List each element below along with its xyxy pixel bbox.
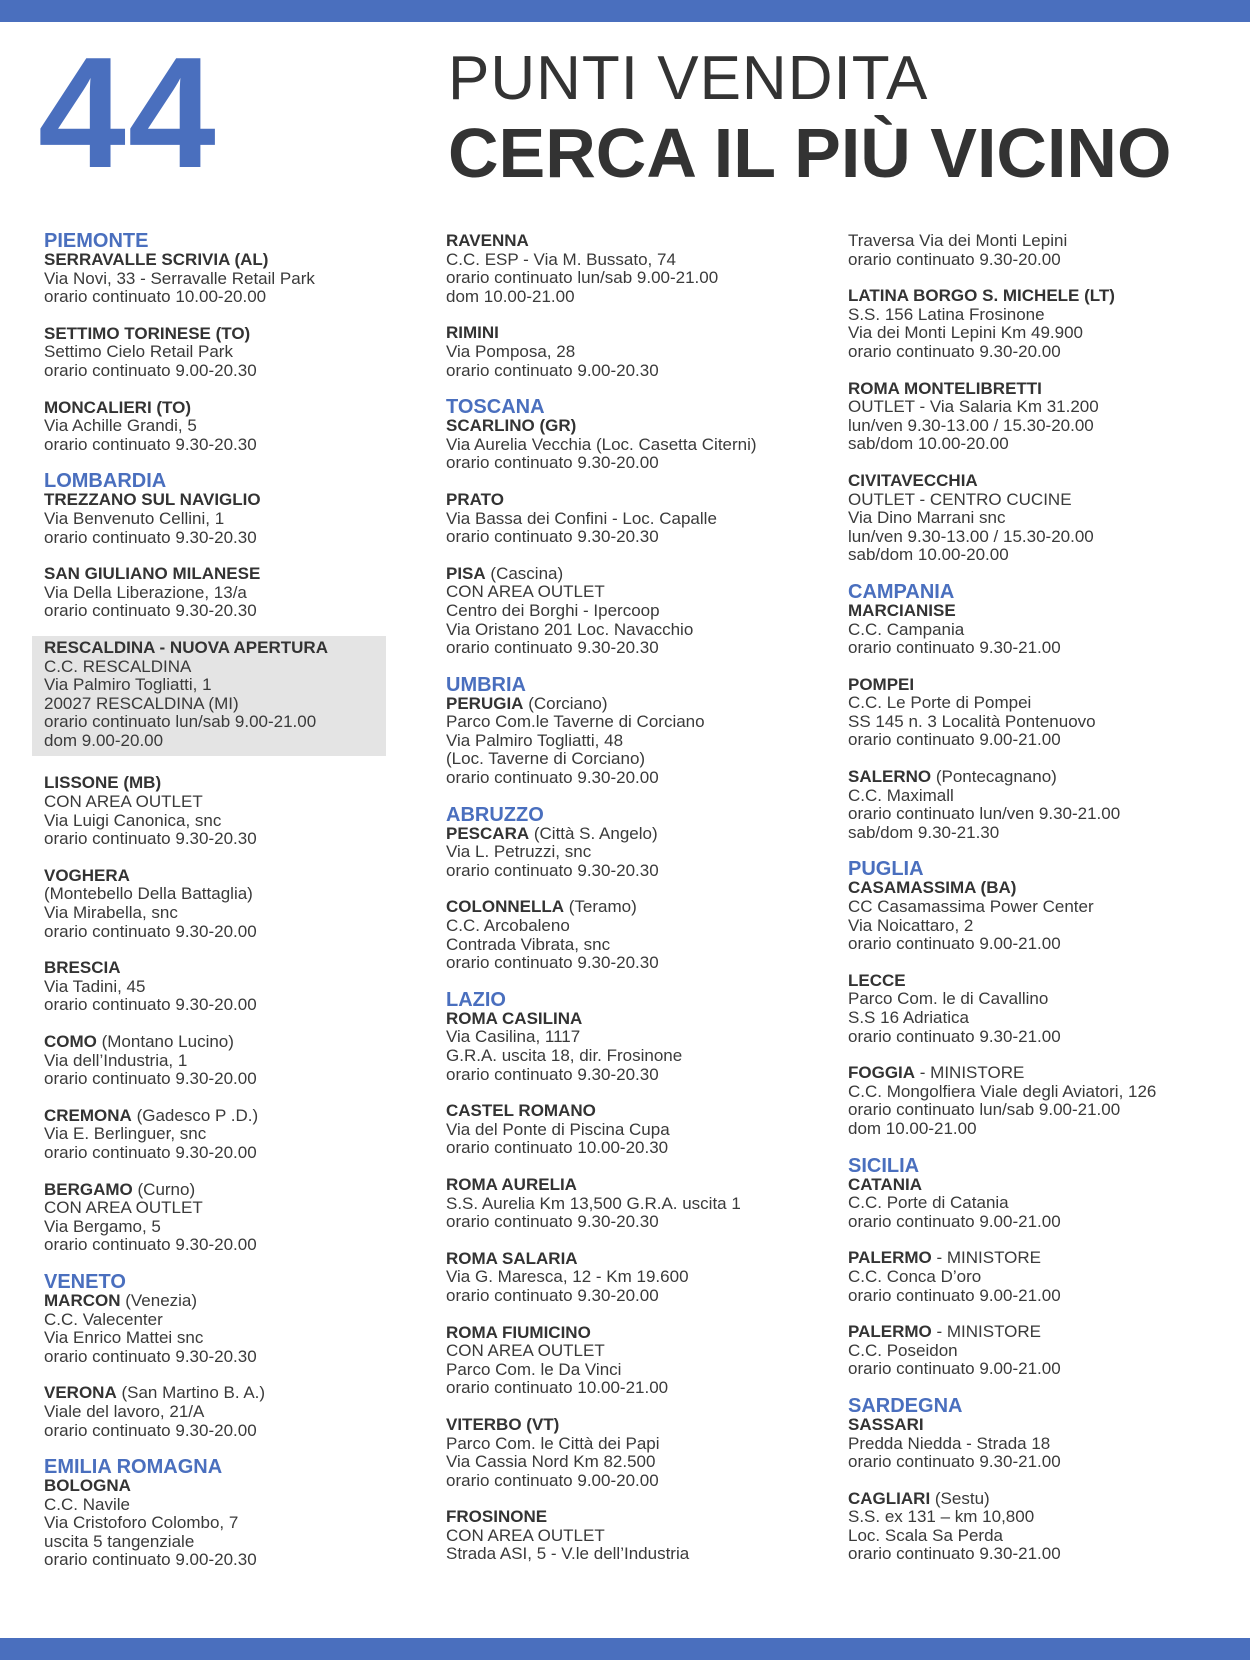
- store-title: [44, 774, 434, 793]
- store-entry: [446, 1010, 836, 1084]
- store-entry: [44, 1181, 434, 1255]
- store-title: [446, 491, 836, 510]
- store-entry: [446, 695, 836, 788]
- store-name: SERRAVALLE SCRIVIA (AL): [44, 250, 269, 269]
- region-heading: PUGLIA: [848, 858, 924, 881]
- store-title: [446, 417, 836, 436]
- store-entry-highlighted: [32, 636, 386, 757]
- store-detail-line: orario continuato 9.30-20.30: [44, 829, 257, 849]
- store-detail-line: C.C. RESCALDINA: [44, 656, 192, 676]
- store-detail-line: Via Novi, 33 - Serravalle Retail Park: [44, 268, 315, 288]
- store-detail-line: C.C. Campania: [848, 619, 965, 639]
- store-name: TREZZANO SUL NAVIGLIO: [44, 490, 261, 510]
- store-title: [446, 898, 836, 917]
- store-detail-line: Via Benvenuto Cellini, 1: [44, 508, 225, 528]
- store-entry: [848, 1249, 1238, 1305]
- store-detail-line: orario continuato lun/sab 9.00-21.00: [44, 712, 317, 732]
- store-note: - MINISTORE: [931, 1248, 1041, 1268]
- store-entry: [446, 1416, 836, 1490]
- store-entry: [446, 565, 836, 658]
- store-entry: [446, 1508, 836, 1564]
- store-title: [848, 1323, 1238, 1342]
- region-heading: LOMBARDIA: [44, 470, 167, 493]
- store-detail-line: G.R.A. uscita 18, dir. Frosinone: [446, 1046, 683, 1065]
- store-name: COMO: [44, 1032, 97, 1051]
- store-title: [44, 491, 434, 510]
- store-detail-line: OUTLET - CENTRO CUCINE: [848, 489, 1072, 509]
- store-note: (Montano Lucino): [96, 1032, 234, 1051]
- store-title: [44, 959, 434, 978]
- store-detail-line: Via Pomposa, 28: [446, 341, 576, 361]
- store-entry: [44, 1107, 434, 1163]
- store-detail-line: C.C. Mongolfiera Viale degli Aviatori, 126: [848, 1081, 1157, 1101]
- store-title: [44, 639, 374, 658]
- store-entry: [848, 879, 1238, 953]
- store-name: BERGAMO: [44, 1179, 133, 1199]
- store-entry: [44, 251, 434, 307]
- store-entry: [44, 1033, 434, 1089]
- store-detail-line: orario continuato 9.30-21.00: [848, 1452, 1061, 1472]
- store-title: [848, 1249, 1238, 1268]
- store-name: CASAMASSIMA (BA): [848, 878, 1017, 898]
- headline-line-1: PUNTI VENDITA: [448, 44, 929, 113]
- store-detail-line: sab/dom 9.30-21.30: [848, 822, 1000, 842]
- store-detail-line: orario continuato 9.30-20.30: [44, 1346, 257, 1366]
- store-note: (Sestu): [930, 1488, 990, 1508]
- store-entry: [44, 325, 434, 381]
- store-title: [446, 565, 836, 584]
- store-detail-line: sab/dom 10.00-20.00: [848, 545, 1009, 565]
- store-detail-line: Parco Com. le di Cavallino: [848, 989, 1049, 1009]
- store-detail-line: orario continuato 9.00-21.00: [848, 730, 1061, 750]
- store-detail-line: uscita 5 tangenziale: [44, 1531, 195, 1551]
- store-detail-line: orario continuato 10.00-20.30: [446, 1138, 669, 1158]
- store-entry: [446, 232, 836, 306]
- store-detail-line: CON AREA OUTLET: [446, 1525, 605, 1545]
- store-name: SCARLINO (GR): [446, 416, 577, 436]
- store-name: FOGGIA: [848, 1063, 916, 1083]
- store-detail-line: Settimo Cielo Retail Park: [44, 342, 233, 362]
- region-heading: ABRUZZO: [446, 803, 544, 826]
- store-name: RESCALDINA: [44, 637, 155, 657]
- store-detail-line: orario continuato 9.30-20.00: [446, 1285, 659, 1305]
- store-detail-line: Via dei Monti Lepini Km 49.900: [848, 323, 1084, 343]
- store-detail-line: orario continuato 9.30-20.00: [848, 249, 1061, 269]
- store-title: [44, 1181, 434, 1200]
- store-title: [848, 972, 1238, 991]
- store-title: [44, 1107, 434, 1126]
- store-detail-line: C.C. Conca D’oro: [848, 1266, 982, 1286]
- store-detail-line: orario continuato 9.30-20.00: [44, 1235, 257, 1255]
- store-title: [848, 676, 1238, 695]
- store-detail-line: Via E. Berlinguer, snc: [44, 1124, 207, 1144]
- store-name: MONCALIERI (TO): [44, 397, 192, 417]
- store-title: [848, 1176, 1238, 1195]
- store-detail-line: S.S. Aurelia Km 13,500 G.R.A. uscita 1: [446, 1193, 741, 1213]
- store-detail-line: orario continuato lun/sab 9.00-21.00: [848, 1100, 1121, 1120]
- store-entry: [848, 768, 1238, 842]
- store-entry: [446, 491, 836, 547]
- region-heading: SICILIA: [848, 1154, 920, 1177]
- store-title: [44, 325, 434, 344]
- store-title: [848, 768, 1238, 787]
- store-name: ROMA FIUMICINO: [446, 1322, 591, 1342]
- store-detail-line: Via del Ponte di Piscina Cupa: [446, 1119, 670, 1139]
- store-detail-line: Via L. Petruzzi, snc: [446, 842, 592, 862]
- store-entry: [446, 417, 836, 473]
- store-title: [446, 324, 836, 343]
- store-detail-line: lun/ven 9.30-13.00 / 15.30-20.00: [848, 526, 1094, 546]
- store-detail-line: orario continuato 9.30-20.30: [446, 1212, 659, 1232]
- store-name: ROMA SALARIA: [446, 1248, 578, 1268]
- store-detail-line: Via Noicattaro, 2: [848, 915, 974, 935]
- store-title: [44, 1477, 434, 1496]
- headline: [448, 44, 1238, 192]
- store-detail-line: orario continuato lun/sab 9.00-21.00: [446, 268, 719, 288]
- store-detail-line: orario continuato 9.30-20.30: [44, 434, 257, 454]
- store-entry: [446, 1324, 836, 1398]
- store-column-2: [446, 232, 836, 1582]
- store-detail-line: orario continuato 9.00-21.00: [848, 1211, 1061, 1231]
- store-entry: [446, 898, 836, 972]
- store-entry: [848, 472, 1238, 565]
- store-title: [44, 1033, 434, 1052]
- store-detail-line: orario continuato 9.30-21.00: [848, 1544, 1061, 1564]
- store-detail-line: orario continuato 9.30-21.00: [848, 638, 1061, 658]
- store-name: VERONA: [44, 1383, 117, 1403]
- store-name: CREMONA: [44, 1105, 132, 1125]
- store-detail-line: Via Palmiro Togliatti, 1: [44, 675, 212, 695]
- store-detail-line: (Montebello Della Battaglia): [44, 884, 253, 904]
- store-name: SETTIMO TORINESE (TO): [44, 323, 251, 343]
- store-name: MARCIANISE: [848, 600, 956, 620]
- store-entry: [44, 1477, 434, 1570]
- store-title: [446, 1010, 836, 1029]
- store-detail-line: Via Bassa dei Confini - Loc. Capalle: [446, 508, 717, 528]
- region-heading: SARDEGNA: [848, 1394, 963, 1417]
- store-entry: [848, 1064, 1238, 1138]
- store-title: [848, 1416, 1238, 1435]
- store-detail-line: orario continuato 9.00-21.00: [848, 934, 1061, 954]
- store-column-1: [44, 232, 434, 1588]
- store-detail-line: Via Palmiro Togliatti, 48: [446, 730, 624, 750]
- store-name: SAN GIULIANO MILANESE: [44, 564, 261, 584]
- store-name: CATANIA: [848, 1174, 922, 1194]
- store-entry: [44, 867, 434, 941]
- store-detail-line: orario continuato 10.00-21.00: [446, 1378, 669, 1398]
- region-heading: CAMPANIA: [848, 580, 955, 603]
- store-title: [446, 825, 836, 844]
- store-detail-line: Centro dei Borghi - Ipercoop: [446, 600, 660, 620]
- store-entry: [446, 1102, 836, 1158]
- store-detail-line: (Loc. Taverne di Corciano): [446, 749, 646, 769]
- store-detail-line: Via Enrico Mattei snc: [44, 1328, 204, 1348]
- store-detail-line: OUTLET - Via Salaria Km 31.200: [848, 397, 1099, 417]
- store-detail-line: 20027 RESCALDINA (MI): [44, 693, 239, 713]
- store-detail-line: orario continuato 9.30-20.30: [44, 527, 257, 547]
- store-note: - NUOVA APERTURA: [154, 637, 328, 657]
- store-title: [848, 287, 1238, 306]
- store-detail-line: orario continuato lun/ven 9.30-21.00: [848, 804, 1121, 824]
- store-detail-line: Predda Niedda - Strada 18: [848, 1433, 1051, 1453]
- store-note: (Teramo): [564, 897, 637, 917]
- store-name: RIMINI: [446, 323, 499, 343]
- store-title: [446, 695, 836, 714]
- store-name: PALERMO: [848, 1322, 932, 1342]
- store-entry: [44, 774, 434, 848]
- store-detail-line: orario continuato 10.00-20.00: [44, 287, 267, 307]
- store-detail-line: SS 145 n. 3 Località Pontenuovo: [848, 711, 1096, 731]
- store-detail-line: orario continuato 9.00-20.00: [446, 1470, 659, 1490]
- store-detail-line: S.S 16 Adriatica: [848, 1008, 969, 1027]
- top-stripe: [0, 0, 1250, 22]
- store-entry: [848, 1323, 1238, 1379]
- region-heading: UMBRIA: [446, 673, 526, 696]
- store-detail-line: Via Aurelia Vecchia (Loc. Casetta Citerni): [446, 434, 757, 454]
- store-detail-line: Via Tadini, 45: [44, 976, 146, 996]
- store-entry: [848, 380, 1238, 454]
- store-title: [446, 1416, 836, 1435]
- store-entry: [848, 232, 1238, 269]
- store-detail-line: Via Oristano 201 Loc. Navacchio: [446, 619, 694, 639]
- store-name: LISSONE (MB): [44, 773, 162, 793]
- store-detail-line: CON AREA OUTLET: [44, 792, 203, 812]
- store-detail-line: Via Achille Grandi, 5: [44, 416, 197, 436]
- store-title: [446, 1176, 836, 1195]
- store-detail-line: Via Cristoforo Colombo, 7: [44, 1513, 239, 1533]
- store-detail-line: orario continuato 9.30-20.00: [44, 1069, 257, 1089]
- store-detail-line: C.C. Le Porte di Pompei: [848, 693, 1032, 713]
- store-detail-line: orario continuato 9.30-20.00: [44, 995, 257, 1015]
- store-detail-line: Traversa Via dei Monti Lepini: [848, 231, 1068, 250]
- store-detail-line: Via G. Maresca, 12 - Km 19.600: [446, 1267, 689, 1287]
- store-detail-line: orario continuato 9.30-21.00: [848, 1026, 1061, 1046]
- store-name: FROSINONE: [446, 1507, 548, 1527]
- region-heading: LAZIO: [446, 988, 506, 1011]
- store-detail-line: orario continuato 9.30-20.00: [44, 1142, 257, 1162]
- store-detail-line: dom 10.00-21.00: [848, 1118, 977, 1138]
- store-title: [848, 472, 1238, 491]
- store-name: ROMA CASILINA: [446, 1008, 583, 1028]
- store-name: PRATO: [446, 489, 504, 509]
- store-entry: [44, 1384, 434, 1440]
- store-detail-line: orario continuato 9.00-20.30: [44, 1550, 257, 1570]
- store-detail-line: C.C. Navile: [44, 1494, 130, 1514]
- store-detail-line: Via Dino Marrani snc: [848, 508, 1006, 528]
- store-detail-line: CON AREA OUTLET: [446, 1341, 605, 1361]
- store-detail-line: orario continuato 9.00-20.30: [44, 360, 257, 380]
- store-title: [446, 1508, 836, 1527]
- store-name: PALERMO: [848, 1248, 932, 1268]
- store-detail-line: orario continuato 9.30-20.30: [446, 1064, 659, 1084]
- store-title: [44, 1384, 434, 1403]
- store-title: [446, 1102, 836, 1121]
- store-detail-line: orario continuato 9.00-20.30: [446, 360, 659, 380]
- store-entry: [848, 1490, 1238, 1564]
- store-note: - MINISTORE: [931, 1322, 1041, 1342]
- store-detail-line: orario continuato 9.30-20.30: [446, 638, 659, 658]
- store-detail-line: Via Bergamo, 5: [44, 1216, 161, 1236]
- store-detail-line: C.C. Maximall: [848, 785, 954, 805]
- store-detail-line: lun/ven 9.30-13.00 / 15.30-20.00: [848, 415, 1094, 435]
- store-detail-line: Via Casilina, 1117: [446, 1027, 581, 1047]
- store-title: [44, 867, 434, 886]
- store-detail-line: Parco Com.le Taverne di Corciano: [446, 712, 705, 732]
- store-entry: [446, 324, 836, 380]
- store-note: (San Martino B. A.): [116, 1383, 266, 1403]
- store-name: CASTEL ROMANO: [446, 1101, 596, 1121]
- store-detail-line: orario continuato 9.30-20.30: [44, 601, 257, 621]
- store-detail-line: orario continuato 9.30-20.00: [44, 921, 257, 941]
- store-detail-line: Via Della Liberazione, 13/a: [44, 582, 247, 602]
- store-name: RAVENNA: [446, 231, 529, 250]
- store-title: [848, 879, 1238, 898]
- store-detail-line: S.S. 156 Latina Frosinone: [848, 304, 1045, 324]
- store-entry: [848, 1416, 1238, 1472]
- store-detail-line: CON AREA OUTLET: [446, 582, 605, 602]
- store-detail-line: orario continuato 9.00-21.00: [848, 1359, 1061, 1379]
- store-detail-line: S.S. ex 131 – km 10,800: [848, 1507, 1035, 1527]
- store-entry: [446, 1250, 836, 1306]
- region-heading: TOSCANA: [446, 396, 545, 419]
- region-heading: EMILIA ROMAGNA: [44, 1456, 223, 1479]
- store-title: [848, 380, 1238, 399]
- store-detail-line: orario continuato 9.30-20.30: [446, 953, 659, 973]
- store-entry: [848, 972, 1238, 1046]
- store-count: 44: [38, 25, 218, 201]
- store-title: [44, 1292, 434, 1311]
- store-detail-line: Parco Com. le Città dei Papi: [446, 1433, 660, 1453]
- store-detail-line: CON AREA OUTLET: [44, 1198, 203, 1218]
- store-note: (Curno): [132, 1179, 196, 1199]
- store-detail-line: orario continuato 9.00-21.00: [848, 1285, 1061, 1305]
- store-detail-line: dom 10.00-21.00: [446, 286, 575, 306]
- store-entry: [848, 676, 1238, 750]
- store-detail-line: Via Cassia Nord Km 82.500: [446, 1452, 656, 1472]
- store-name: COLONNELLA: [446, 897, 565, 917]
- headline-line-2: CERCA IL PIÙ VICINO: [448, 114, 1172, 192]
- store-title: [44, 399, 434, 418]
- store-entry: [44, 399, 434, 455]
- store-title: [848, 602, 1238, 621]
- store-name: VITERBO (VT): [446, 1414, 560, 1434]
- store-title: [44, 565, 434, 584]
- store-title: [848, 1490, 1238, 1509]
- store-entry: [44, 565, 434, 621]
- store-title: [44, 251, 434, 270]
- store-detail-line: orario continuato 9.30-20.00: [446, 768, 659, 788]
- store-detail-line: orario continuato 9.30-20.30: [446, 527, 659, 547]
- store-note: (Città S. Angelo): [529, 823, 658, 843]
- store-detail-line: C.C. Poseidon: [848, 1340, 958, 1360]
- store-detail-line: Loc. Scala Sa Perda: [848, 1525, 1003, 1545]
- store-detail-line: C.C. Valecenter: [44, 1309, 163, 1329]
- store-detail-line: Contrada Vibrata, snc: [446, 934, 611, 954]
- store-column-3: [848, 232, 1238, 1582]
- store-detail-line: Via Luigi Canonica, snc: [44, 810, 222, 830]
- store-detail-line: Via Mirabella, snc: [44, 903, 178, 923]
- store-name: CIVITAVECCHIA: [848, 470, 978, 490]
- store-entry: [848, 1176, 1238, 1232]
- store-title: [446, 1250, 836, 1269]
- store-detail-line: Via dell’Industria, 1: [44, 1050, 188, 1070]
- store-note: (Gadesco P .D.): [131, 1105, 259, 1125]
- store-name: BOLOGNA: [44, 1476, 131, 1496]
- store-detail-line: dom 9.00-20.00: [44, 730, 164, 750]
- store-detail-line: C.C. Arcobaleno: [446, 916, 570, 936]
- region-heading: VENETO: [44, 1270, 126, 1293]
- bottom-stripe: [0, 1638, 1250, 1660]
- store-name: SASSARI: [848, 1414, 924, 1434]
- store-detail-line: orario continuato 9.30-20.00: [44, 1420, 257, 1440]
- store-name: MARCON: [44, 1290, 121, 1310]
- store-note: (Corciano): [523, 693, 608, 713]
- store-entry: [44, 959, 434, 1015]
- store-note: - MINISTORE: [915, 1063, 1025, 1083]
- store-name: PERUGIA: [446, 693, 524, 713]
- store-entry: [446, 1176, 836, 1232]
- store-detail-line: C.C. Porte di Catania: [848, 1193, 1009, 1213]
- store-name: LECCE: [848, 970, 906, 990]
- store-name: CAGLIARI: [848, 1488, 931, 1508]
- store-title: [848, 1064, 1238, 1083]
- store-detail-line: orario continuato 9.30-20.30: [446, 860, 659, 880]
- store-name: SALERNO: [848, 767, 932, 787]
- store-detail-line: Strada ASI, 5 - V.le dell’Industria: [446, 1544, 690, 1564]
- store-detail-line: orario continuato 9.30-20.00: [446, 453, 659, 473]
- store-entry: [848, 287, 1238, 361]
- store-name: VOGHERA: [44, 865, 130, 885]
- store-detail-line: sab/dom 10.00-20.00: [848, 434, 1009, 454]
- store-entry: [44, 491, 434, 547]
- store-note: (Venezia): [120, 1290, 198, 1310]
- store-entry: [848, 602, 1238, 658]
- store-entry: [446, 825, 836, 881]
- region-heading: PIEMONTE: [44, 230, 149, 252]
- store-entry: [44, 1292, 434, 1366]
- store-title: [446, 232, 836, 251]
- store-name: ROMA MONTELIBRETTI: [848, 378, 1042, 398]
- store-name: ROMA AURELIA: [446, 1174, 577, 1194]
- store-detail-line: Parco Com. le Da Vinci: [446, 1359, 622, 1379]
- store-name: PESCARA: [446, 823, 530, 843]
- store-name: PISA: [446, 563, 486, 583]
- store-name: LATINA BORGO S. MICHELE (LT): [848, 286, 1115, 306]
- store-name: BRESCIA: [44, 958, 121, 978]
- store-title: [446, 1324, 836, 1343]
- store-detail-line: orario continuato 9.30-20.00: [848, 341, 1061, 361]
- store-detail-line: C.C. ESP - Via M. Bussato, 74: [446, 249, 676, 269]
- store-note: (Cascina): [485, 563, 564, 583]
- store-detail-line: Viale del lavoro, 21/A: [44, 1401, 205, 1421]
- store-detail-line: CC Casamassima Power Center: [848, 897, 1094, 917]
- store-note: (Pontecagnano): [931, 767, 1057, 787]
- store-name: POMPEI: [848, 674, 915, 694]
